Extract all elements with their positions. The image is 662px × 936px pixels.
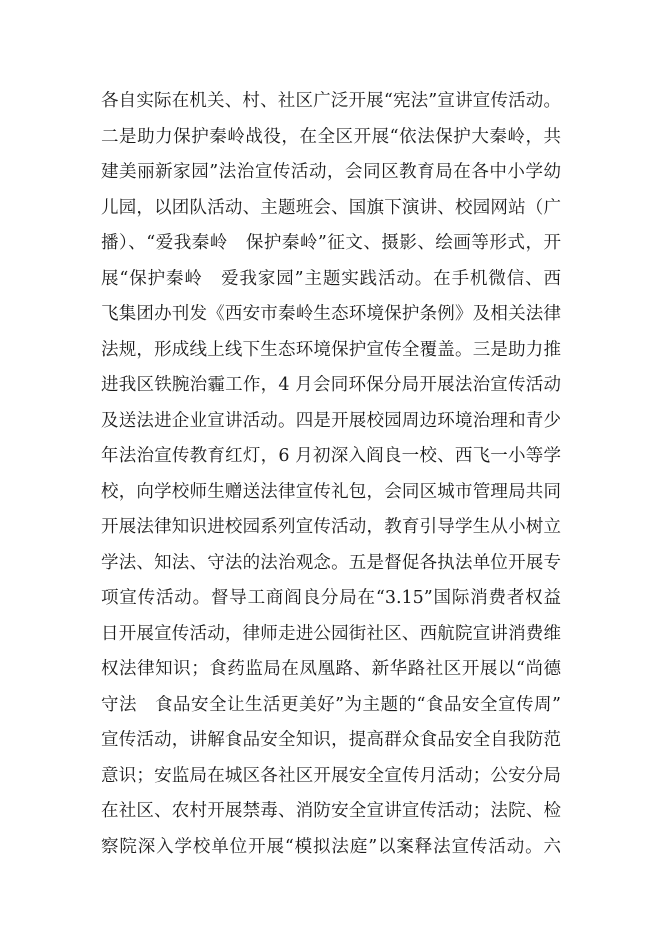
text-line: 展“保护秦岭 爱我家园”主题实践活动。在手机微信、西 — [101, 268, 561, 289]
text-line: 及送法进企业宣讲活动。四是开展校园周边环境治理和青少 — [101, 410, 561, 431]
text-line: 学法、知法、守法的法治观念。五是督促各执法单位开展专 — [101, 552, 561, 573]
text-line: 二是助力保护秦岭战役，在全区开展“依法保护大秦岭，共 — [101, 126, 561, 147]
text-line: 进我区铁腕治霾工作，4 月会同环保分局开展法治宣传活动 — [101, 375, 561, 395]
text-line: 察院深入学校单位开展“模拟法庭”以案释法宣传活动。六 — [101, 836, 561, 857]
text-line: 权法律知识；食药监局在凤凰路、新华路社区开展以“尚德 — [101, 659, 561, 679]
text-line: 守法 食品安全让生活更美好”为主题的“食品安全宣传周” — [101, 694, 561, 715]
text-line: 年法治宣传教育红灯，6 月初深入阎良一校、西飞一小等学 — [101, 446, 561, 466]
text-line: 开展法律知识进校园系列宣传活动，教育引导学生从小树立 — [101, 517, 561, 537]
text-line: 飞集团办刊发《西安市秦岭生态环境保护条例》及相关法律 — [101, 304, 561, 324]
text-line: 日开展宣传活动，律师走进公园街社区、西航院宣讲消费维 — [101, 623, 561, 644]
text-line: 宣传活动，讲解食品安全知识，提高群众食品安全自我防范 — [101, 730, 561, 750]
text-line: 播）、“爱我秦岭 保护秦岭”征文、摄影、绘画等形式，开 — [101, 233, 561, 253]
body-paragraph — [101, 84, 561, 865]
text-line: 建美丽新家园”法治宣传活动，会同区教育局在各中小学幼 — [101, 162, 561, 182]
text-line: 在社区、农村开展禁毒、消防安全宣讲宣传活动；法院、检 — [101, 801, 561, 821]
text-line: 各自实际在机关、村、社区广泛开展“宪法”宣讲宣传活动。 — [101, 91, 561, 111]
text-line: 校，向学校师生赠送法律宣传礼包，会同区城市管理局共同 — [101, 481, 561, 502]
text-line: 儿园，以团队活动、主题班会、国旗下演讲、校园网站（广 — [101, 197, 561, 218]
text-line: 意识；安监局在城区各社区开展安全宣传月活动；公安分局 — [101, 765, 561, 786]
text-line: 项宣传活动。督导工商阎良分局在“3.15”国际消费者权益 — [101, 588, 561, 608]
text-line: 法规，形成线上线下生态环境保护宣传全覆盖。三是助力推 — [101, 339, 561, 360]
